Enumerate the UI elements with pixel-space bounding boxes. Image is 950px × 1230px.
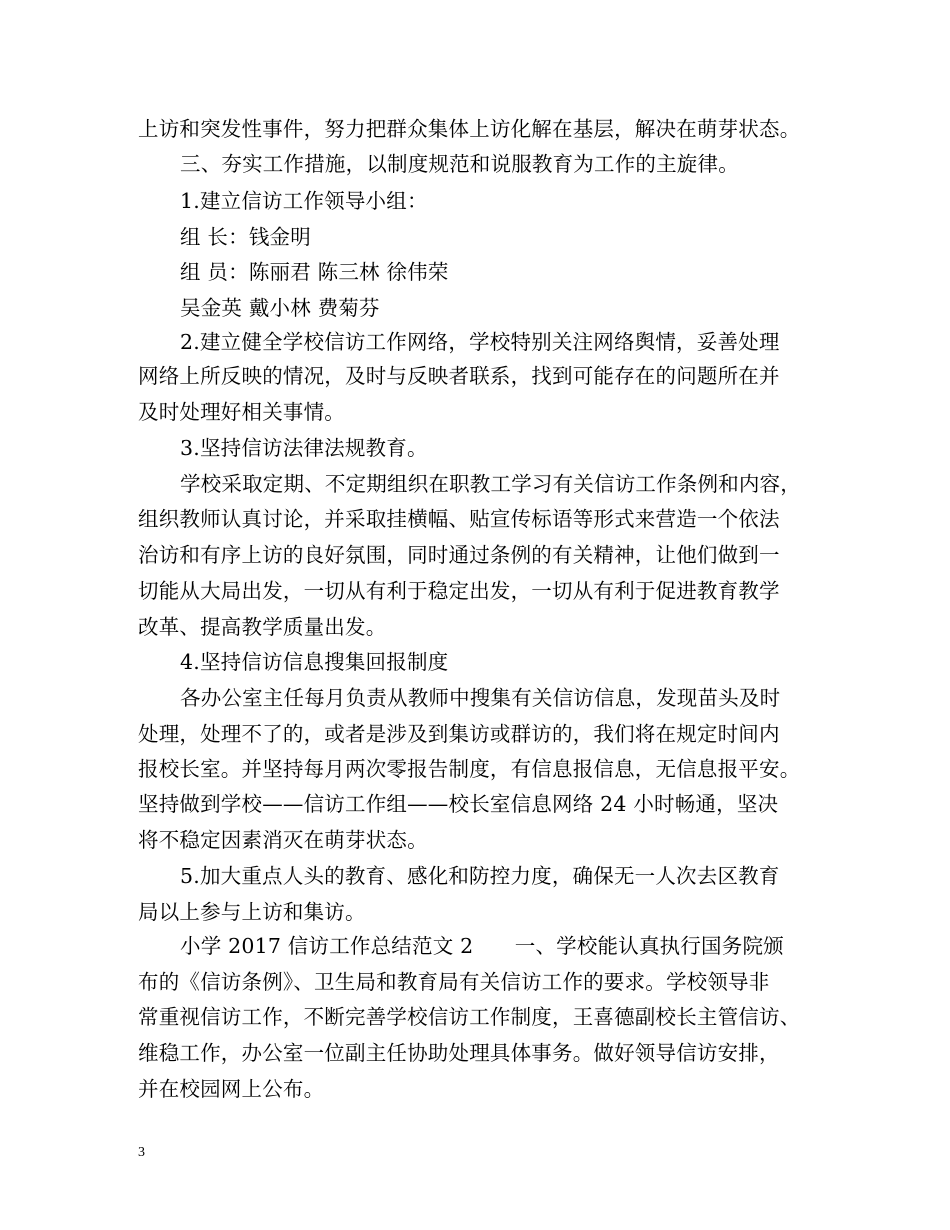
- page-number: 3: [138, 1145, 145, 1160]
- text-line: 组 员：陈丽君 陈三林 徐伟荣: [180, 260, 449, 284]
- text-line: 及时处理好相关事情。: [138, 400, 345, 424]
- text-line: 5.加大重点人头的教育、感化和防控力度，确保无一人次去区教育: [180, 864, 780, 888]
- text-line: 报校长室。并坚持每月两次零报告制度，有信息报信息，无信息报平安。: [138, 757, 801, 781]
- text-line: 治访和有序上访的良好氛围，同时通过条例的有关精神，让他们做到一: [138, 543, 780, 567]
- text-line: 常重视信访工作，不断完善学校信访工作制度，王喜德副校长主管信访、: [138, 1005, 801, 1029]
- text-line: 改革、提高教学质量出发。: [138, 615, 387, 639]
- text-line: 学校采取定期、不定期组织在职教工学习有关信访工作条例和内容，: [180, 472, 801, 496]
- text-line: 上访和突发性事件，努力把群众集体上访化解在基层，解决在萌芽状态。: [138, 117, 801, 141]
- text-line: 组 长：钱金明: [180, 225, 311, 249]
- text-line: 网络上所反映的情况，及时与反映者联系，找到可能存在的问题所在并: [138, 364, 780, 388]
- text-line: 吴金英 戴小林 费菊芬: [180, 296, 380, 320]
- text-line: 将不稳定因素消灭在萌芽状态。: [138, 828, 428, 852]
- text-line: 各办公室主任每月负责从教师中搜集有关信访信息，发现苗头及时: [180, 686, 781, 710]
- text-line: 切能从大局出发，一切从有利于稳定出发，一切从有利于促进教育教学: [138, 579, 780, 603]
- text-line: 布的《信访条例》、卫生局和教育局有关信访工作的要求。学校领导非: [138, 970, 770, 994]
- text-line: 局以上参与上访和集访。: [138, 900, 366, 924]
- text-line: 1.建立信访工作领导小组：: [180, 189, 428, 213]
- text-line: 小学 2017 信访工作总结范文 2 一、学校能认真执行国务院颁: [180, 934, 784, 958]
- text-line: 3.坚持信访法律法规教育。: [180, 436, 428, 460]
- text-line: 三、夯实工作措施，以制度规范和说服教育为工作的主旋律。: [180, 152, 739, 176]
- text-line: 维稳工作，办公室一位副主任协助处理具体事务。做好领导信访安排，: [138, 1041, 780, 1065]
- text-line: 2.建立健全学校信访工作网络，学校特别关注网络舆情，妥善处理: [180, 330, 780, 354]
- text-line: 坚持做到学校——信访工作组——校长室信息网络 24 小时畅通，坚决: [138, 792, 779, 816]
- text-line: 组织教师认真讨论，并采取挂横幅、贴宣传标语等形式来营造一个依法: [138, 507, 780, 531]
- text-line: 处理，处理不了的，或者是涉及到集访或群访的，我们将在规定时间内: [138, 722, 780, 746]
- text-line: 并在校园网上公布。: [138, 1077, 325, 1101]
- text-line: 4.坚持信访信息搜集回报制度: [180, 650, 449, 674]
